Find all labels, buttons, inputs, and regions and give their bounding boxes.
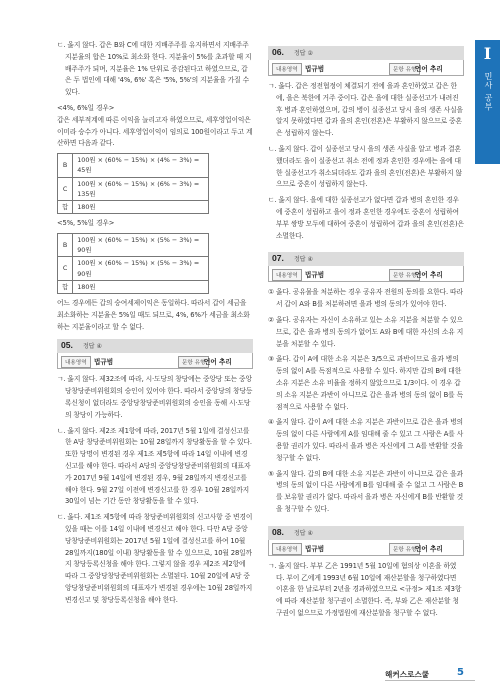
left-column [57,40,253,607]
answer-label: 정답 ④ [294,256,313,264]
table-row [58,154,209,177]
category-bar [268,60,464,76]
brand-logo: 해커스로스쿨 [385,670,430,679]
table-cell: 100원 × (60% − 15%) × (5% − 3%) = 90원 [73,257,209,280]
answer-header-05 [57,339,253,353]
calc-table-2 [57,233,209,294]
explanation: ㄱ. 옳지 않다. 부부 乙은 1991년 5월 10일에 혐의상 이혼을 하였다. 부이 乙에게 1993년 6월 10일에 재산분할을 청구하였다면 이혼을 한 날로부터 2년을 경과하였으므로 <규정> 제1조 제3항에 따라 재산분할 청구권이 소멸한다. 즉, 부와 乙은 재산분할 청구권이 없으므로 가정법원에 재산분할을 청구할 수 없다. [268,561,462,617]
category-bar [268,540,464,556]
type-value: 언어 추리 [204,358,232,367]
category-value: 법규범 [305,271,325,280]
table-cell: 100원 × (60% − 15%) × (5% − 3%) = 90원 [73,233,209,256]
paragraph: ㄷ. 옳지 않다. 갑은 B와 C에 대한 지배주주를 유지하면서 지배주주 지분율의 합은 10%로 최소화 한다. 지분율이 5%를 초과할 때 지배주주가 되며, 지분율은 1% 단위로 증감된다고 하였으므로, 갑은 두 법인에 대해 '4%, 6%' 혹은 '5%, 5%'의 지분율을 가질 수 있다. [57,41,252,97]
explanation: ㄷ. 옳다. 제1조 제5항에 따라 창당준비위원회의 신고사항 중 변경이 있을 때는 이를 14일 이내에 변경신고 해야 한다. 다만 A당 중앙당창당준비위원회는 2017년 5월 1일에 결성신고를 하여 10월 28일까지(180일 이내) 창당활동을 할 수 있으므로, 10월 28일까지 창당등록신청을 해야 한다. 그렇지 않을 경우 제2조 제2항에 따라 그 중앙당창당준비위원회는 소멸된다. 10월 20일에 A당 중앙당창당준비위원회의 대표자가 변경된 경우에는 10월 28일까지 변경신고 및 창당등록신청을 해야 한다. [57,513,253,604]
explanation: ㄴ. 옳지 않다. 제2조 제1항에 따라, 2017년 5월 1일에 결성신고를 한 A당 창당준비위원회는 10월 28일까지 창당활동을 할 수 있다. 또한 당명이 변경된 경우 제1조 제5항에 따라 14일 이내에 변경신고를 해야 한다. 따라서 A당의 중앙당창당준비위원회의 대표자가 2017년 9월 14일에 변경된 경우, 9월 28일까지 변경신고를 해야 한다. 9월 27일 이전에 변경신고를 한 경우 10월 28일까지 30일이 넘는 기간 동안 창당활동을 할 수 있다. [57,426,252,506]
explanation: ㄴ. 옳지 않다. 갑이 실종선고 당시 을의 생존 사실을 알고 병과 결혼했더라도 을이 실종선고 취소 전에 정과 혼인한 경우에는 을에 대한 실종선고가 취소되더라도 갑과 을의 혼인(전혼)은 부활하지 않으므로 중혼이 성립하지 않는다. [268,144,462,189]
table-cell: C [58,177,73,200]
explanation: ① 옳다. 공유물을 처분하는 경우 공유자 전원의 동의를 요한다. 따라서 갑이 A와 B를 처분하려면 을과 병의 동의가 있어야 한다. [268,288,463,309]
type-tag: 문항 유형 [178,356,209,368]
page-number: 5 [457,667,464,678]
explanation: ③ 옳다. 갑이 A에 대한 소유 지분은 3/5으로 과반이므로 을과 병의 동의 없이 A를 독점적으로 사용할 수 있다. 하지만 갑의 B에 대한 소유 지분은 소유 비율을 정하지 않았으므로 1/3이다. 이 경우 갑의 소유 지분은 과반이 아니므로 갑은 을과 병의 동의 없이 B를 독점적으로 사용할 수 없다. [268,355,464,411]
explanation: ㄱ. 옳다. 갑은 정전협정이 체결되기 전에 을과 혼인하였고 갑은 한에, 을은 북한에 거주 중이다. 갑은 을에 대한 실종선고가 내려진 후 병과 혼인하였으며, 갑의 병이 실종선고 당시 을의 생존 사실을 알지 못하였다면 갑과 을의 혼인(전혼)은 부활하지 않으므로 중혼은 성립하지 않는다. [268,82,463,138]
answer-header-06 [268,46,464,60]
answer-header-08 [268,526,464,540]
case-heading: <5%, 5%일 경우> [57,219,115,228]
table-cell: B [58,154,73,177]
table-cell: 180원 [73,280,209,293]
table-cell: 합 [58,200,73,213]
type-value: 언어 추리 [415,271,443,280]
category-value: 법규범 [305,544,325,553]
chapter-side-tab [475,40,500,164]
table-cell: 100원 × (60% − 15%) × (6% − 3%) = 135원 [73,177,209,200]
answer-label: 정답 ④ [294,529,313,537]
type-tag: 문항 유형 [389,63,420,75]
question-number: 05. [61,340,73,351]
table-cell: B [58,233,73,256]
type-value: 언어 추리 [415,544,443,553]
calc-table-1 [57,153,209,214]
category-tag: 내용영역 [272,63,302,75]
explanation: ④ 옳지 않다. 갑이 A에 대한 소유 지분은 과반이므로 갑은 을과 병의 동의 없이 다른 사람에게 A를 임대해 줄 수 있고 그 사람은 A를 사용할 권리가 있다. 따라서 을과 병은 자신에게 그 A를 반환할 것을 청구할 수 없다. [268,418,464,462]
question-number: 07. [272,253,284,264]
explanation: ㄱ. 옳지 않다. 제32조에 따라, 시·도당의 창당에는 중앙당 또는 중앙당창당준비위원회의 승인이 있어야 한다. 따라서 중앙당의 창당등록신청이 없더라도 중앙당창당준비위원회의 승인을 동해 시·도당의 창당이 가능하다. [57,375,253,419]
table-cell: 100원 × (60% − 15%) × (4% − 3%) = 45원 [73,154,209,177]
chapter-numeral: I [483,44,492,63]
category-value: 법규범 [305,65,325,73]
type-tag: 문항 유형 [389,543,420,555]
right-column [268,46,464,620]
table-row [58,200,209,213]
question-number: 06. [272,47,284,57]
type-value: 언어 추리 [415,65,443,73]
paragraph: 어느 경우에든 갑의 승여세제이익은 동일하다. 따라서 갑이 세금을 최소화하는 지분율은 5%일 때도 되므로, 4%, 6%가 세금을 최소화하는 지분율이라고 할 수 없다. [57,299,250,331]
category-bar [268,266,464,282]
table-row [58,257,209,280]
category-tag: 내용영역 [272,269,302,281]
table-cell: 합 [58,280,73,293]
case-heading: <4%, 6%일 경우> [57,103,115,112]
category-bar [57,353,253,369]
explanation: ② 옳다. 공유자는 자신이 소유하고 있는 소유 지분을 처분할 수 있으므로, 갑은 을과 병의 동의가 없어도 A와 B에 대한 자신의 소유 지분을 처분할 수 있다. [268,315,464,348]
explanation: ⑤ 옳지 않다. 갑의 B에 대한 소유 지분은 과반이 아니므로 갑은 을과 병의 동의 없이 다른 사람에게 B를 임대해 줄 수 없고 그 사람은 B를 보유할 권리가 없다. 따라서 을과 병은 자신에게 B를 반환할 것을 청구할 수 있다. [268,469,464,513]
table-cell: C [58,257,73,280]
type-tag: 문항 유형 [389,269,420,281]
answer-label: 정답 ④ [83,343,102,351]
chapter-label: 민사 공부 [484,72,493,112]
category-value: 법규범 [94,358,114,367]
paragraph: 갑은 세부적계에 따른 이익을 늘리고자 하였으므로, 세후영업이익은 이미라 승수가 아니다. 세후영업이익이 임의로 100원이라고 두고 계산하면 다음과 같다. [57,115,253,148]
table-cell: 180원 [73,200,209,213]
question-number: 08. [272,526,284,537]
category-tag: 내용영역 [272,543,302,555]
table-row [58,233,209,256]
table-row [58,280,209,293]
footer-divider [385,680,475,681]
answer-label: 정답 ② [294,50,313,57]
table-row [58,177,209,200]
category-tag: 내용영역 [61,356,91,368]
answer-header-07 [268,252,464,266]
explanation: ㄷ. 옳지 않다. 을에 대한 실종선고가 없다면 갑과 병의 혼인한 경우에 중혼이 성립하고 을이 정과 혼인한 경우에도 중혼이 성립하여 부부 쌍방 모두에 대하여 중혼이 성립하여 갑과 을의 혼인(전혼)은 소멸한다. [268,196,464,240]
